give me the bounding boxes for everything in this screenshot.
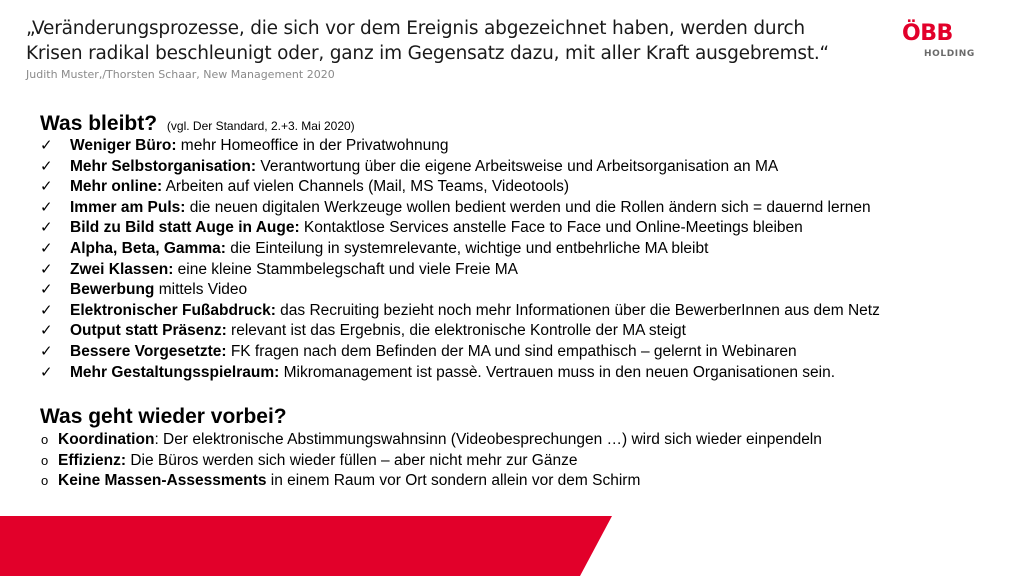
item-keyword: Keine Massen-Assessments bbox=[58, 472, 267, 489]
item-keyword: Output statt Präsenz: bbox=[70, 322, 227, 340]
item-keyword: Elektronischer Fußabdruck: bbox=[70, 301, 276, 319]
list-item bbox=[40, 136, 880, 157]
item-text: : Der elektronische Abstimmungswahnsinn (Videobesprechungen …) wird sich wieder einpendeln bbox=[154, 431, 822, 448]
section-title-was-bleibt bbox=[40, 112, 355, 138]
item-keyword: Mehr Selbstorganisation: bbox=[70, 157, 257, 175]
list-item bbox=[40, 239, 880, 260]
item-keyword: Bessere Vorgesetzte: bbox=[70, 342, 227, 360]
item-text: mittels Video bbox=[154, 281, 248, 299]
list-item bbox=[40, 218, 880, 239]
item-text: die Einteilung in systemrelevante, wichtige und entbehrliche MA bleibt bbox=[225, 239, 709, 257]
checkmark-icon: ✓ bbox=[40, 198, 53, 216]
item-text: Die Büros werden sich wieder füllen – aber nicht mehr zur Gänze bbox=[126, 451, 578, 469]
company-logo bbox=[902, 22, 982, 62]
item-text: FK fragen nach dem Befinden der MA und sind empathisch – gelernt in Webinaren bbox=[226, 342, 797, 360]
item-text: eine kleine Stammbelegschaft und viele Freie MA bbox=[173, 260, 518, 278]
checkmark-icon: ✓ bbox=[40, 260, 53, 278]
section-title-was-geht-vorbei bbox=[40, 405, 287, 429]
circle-bullet-icon: o bbox=[41, 452, 49, 468]
logo-subtitle: HOLDING bbox=[924, 49, 975, 59]
quote-line-2: Krisen radikal beschleunigt oder, ganz im Gegensatz dazu, mit aller Kraft ausgebremst.“ bbox=[26, 43, 829, 64]
item-keyword: Alpha, Beta, Gamma: bbox=[70, 239, 226, 257]
list-item bbox=[40, 280, 880, 301]
item-keyword: Weniger Büro: bbox=[70, 137, 177, 154]
quote bbox=[26, 16, 846, 66]
item-text: mehr Homeoffice in der Privatwohnung bbox=[176, 137, 449, 154]
list-item bbox=[40, 177, 880, 198]
circle-bullet-icon: o bbox=[41, 473, 49, 488]
checkmark-icon: ✓ bbox=[40, 137, 53, 154]
checkmark-icon: ✓ bbox=[40, 322, 53, 340]
list-item bbox=[40, 301, 880, 322]
quote-line-1: „Veränderungsprozesse, die sich vor dem Ereignis abgezeichnet haben, werden durch bbox=[26, 18, 805, 39]
list-item bbox=[40, 198, 880, 219]
checkmark-icon: ✓ bbox=[40, 219, 53, 237]
item-text: relevant ist das Ergebnis, die elektronische Kontrolle der MA steigt bbox=[226, 322, 686, 340]
list-item bbox=[40, 321, 880, 342]
checkmark-icon: ✓ bbox=[40, 342, 53, 360]
red-footer-bar bbox=[0, 516, 1024, 576]
list-item bbox=[40, 451, 822, 472]
checkmark-icon: ✓ bbox=[40, 157, 53, 175]
item-text: Verantwortung über die eigene Arbeitsweise und Arbeitsorganisation an MA bbox=[256, 157, 779, 175]
item-keyword: Immer am Puls: bbox=[70, 198, 186, 216]
item-text: Mikromanagement ist passè. Vertrauen muss in den neuen Organisationen sein. bbox=[279, 363, 836, 381]
list-item bbox=[40, 471, 822, 492]
list-item bbox=[40, 157, 880, 178]
item-text: Kontaktlose Services anstelle Face to Face und Online-Meetings bleiben bbox=[299, 219, 803, 237]
item-keyword: Zwei Klassen: bbox=[70, 260, 174, 278]
checkmark-icon: ✓ bbox=[40, 281, 53, 299]
item-keyword: Effizienz: bbox=[58, 451, 127, 469]
quote-source: Judith Muster,/Thorsten Schaar, New Management 2020 bbox=[26, 68, 335, 81]
logo-name: ÖBB bbox=[902, 21, 953, 46]
item-keyword: Mehr online: bbox=[70, 178, 163, 196]
section-source-note: (vgl. Der Standard, 2.+3. Mai 2020) bbox=[166, 119, 355, 133]
item-text: Arbeiten auf vielen Channels (Mail, MS Teams, Videotools) bbox=[162, 178, 570, 196]
checkmark-icon: ✓ bbox=[40, 301, 53, 319]
checkmark-icon: ✓ bbox=[40, 239, 53, 257]
checkmark-icon: ✓ bbox=[40, 178, 53, 196]
item-keyword: Bewerbung bbox=[70, 281, 155, 299]
item-keyword: Koordination bbox=[58, 431, 155, 448]
list-item bbox=[40, 260, 880, 281]
section-title-text: Was geht wieder vorbei? bbox=[40, 405, 287, 428]
checkmark-icon: ✓ bbox=[40, 363, 53, 381]
list-item bbox=[40, 363, 880, 384]
red-footer-shape bbox=[0, 516, 612, 576]
item-keyword: Bild zu Bild statt Auge in Auge: bbox=[70, 219, 300, 237]
item-text: in einem Raum vor Ort sondern allein vor dem Schirm bbox=[266, 472, 641, 489]
was-bleibt-list bbox=[40, 136, 880, 383]
item-text: das Recruiting bezieht noch mehr Informationen über die BewerberInnen aus dem Netz bbox=[275, 301, 880, 319]
item-text: die neuen digitalen Werkzeuge wollen bedient werden und die Rollen ändern sich = dauernd lernen bbox=[185, 198, 871, 216]
list-item bbox=[40, 430, 822, 451]
section-title-text: Was bleibt? bbox=[40, 112, 158, 135]
was-geht-vorbei-list bbox=[40, 430, 822, 492]
list-item bbox=[40, 342, 880, 363]
circle-bullet-icon: o bbox=[41, 432, 49, 447]
item-keyword: Mehr Gestaltungsspielraum: bbox=[70, 363, 280, 381]
